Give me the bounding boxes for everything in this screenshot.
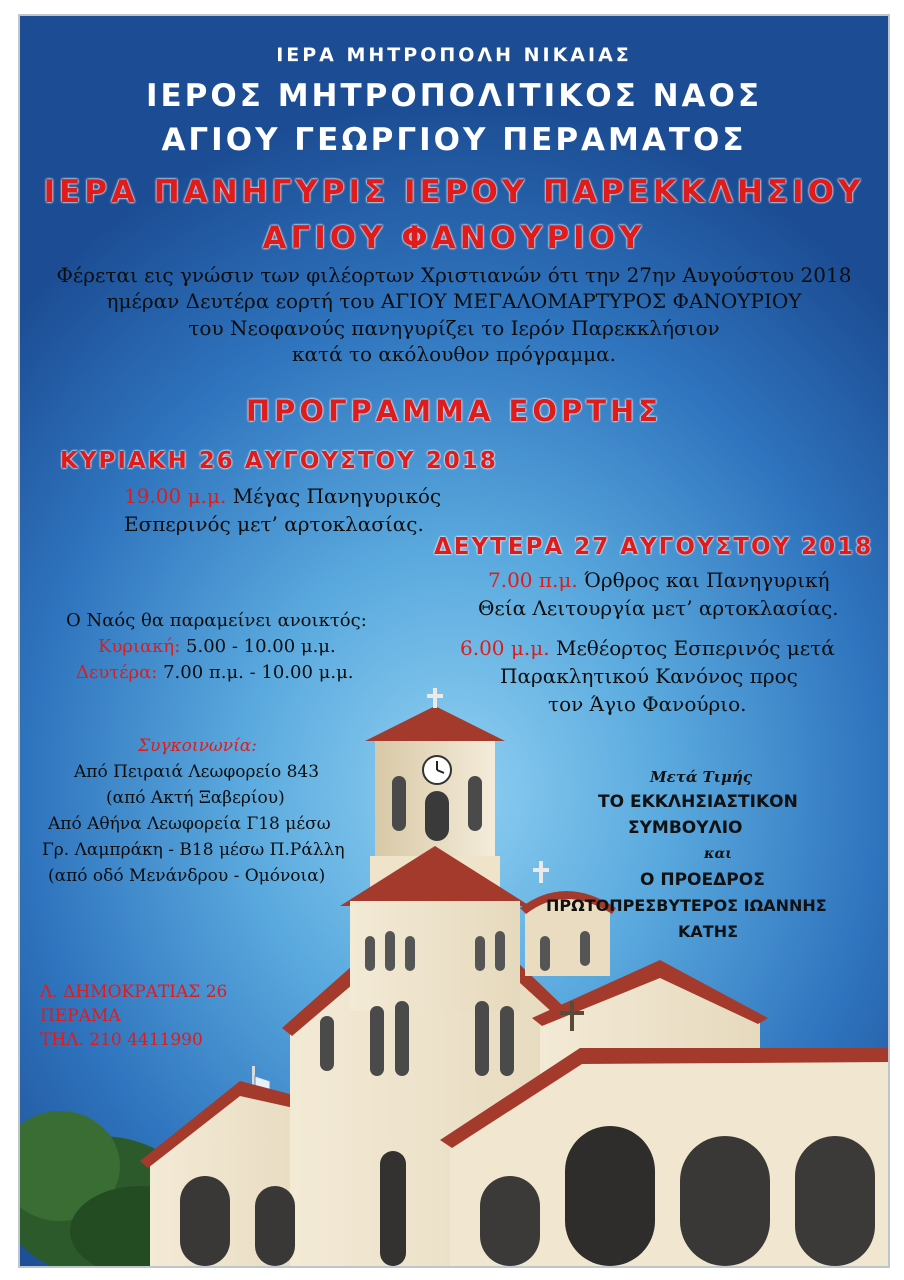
opening-sunday (98, 636, 336, 657)
poster (18, 14, 890, 1268)
signature-council-1: ΤΟ ΕΚΚΛΗΣΙΑΣΤΙΚΟΝ (598, 792, 798, 812)
signature-name-1: ΠΡΩΤΟΠΡΕΣΒΥΤΕΡΟΣ ΙΩΑΝΝΗΣ (546, 896, 827, 915)
intro-line-2: ημέραν Δευτέρα εορτή του ΑΓΙΟΥ ΜΕΓΑΛΟΜΑΡΤΥΡΟΣ ΦΑΝΟΥΡΙΟΥ (106, 289, 802, 313)
transport-title: Συγκοινωνία: (138, 736, 257, 756)
opening-monday-hours: 7.00 π.μ. - 10.00 μ.μ. (163, 662, 354, 683)
signature-greeting: Μετά Τιμής (650, 768, 753, 786)
monday-vespers-line (460, 636, 835, 660)
metropolis-name: ΙΕΡΑ ΜΗΤΡΟΠΟΛΗ ΝΙΚΑΙΑΣ (276, 44, 632, 66)
opening-intro: Ο Ναός θα παραμείνει ανοικτός: (66, 610, 367, 631)
sunday-vespers-line (124, 484, 441, 508)
monday-desc-2a: Μεθέορτος Εσπερινός μετά (555, 636, 835, 660)
signature-president: Ο ΠΡΟΕΔΡΟΣ (640, 870, 765, 890)
signature-and: και (704, 846, 733, 862)
program-title: ΠΡΟΓΡΑΜΜΑ ΕΟΡΤΗΣ (245, 394, 663, 428)
address-phone: ΤΗΛ. 210 4411990 (40, 1030, 203, 1050)
opening-sunday-label: Κυριακή: (98, 636, 181, 657)
intro-line-4: κατά το ακόλουθον πρόγραμμα. (292, 342, 616, 366)
cathedral-location: ΑΓΙΟΥ ΓΕΩΡΓΙΟΥ ΠΕΡΑΜΑΤΟΣ (161, 122, 747, 158)
transport-line-1: Από Πειραιά Λεωφορείο 843 (74, 762, 320, 782)
intro-line-1: Φέρεται εις γνώσιν των φιλέορτων Χριστιανών ότι την 27ην Αυγούστου 2018 (56, 263, 852, 287)
sunday-heading: ΚΥΡΙΑΚΗ 26 ΑΥΓΟΥΣΤΟΥ 2018 (60, 448, 498, 474)
monday-time-1: 7.00 π.μ. (488, 568, 578, 592)
monday-heading: ΔΕΥΤΕΡΑ 27 ΑΥΓΟΥΣΤΟΥ 2018 (434, 534, 874, 560)
signature-name-2: ΚΑΤΗΣ (678, 922, 739, 941)
monday-desc-2b: Παρακλητικού Κανόνος προς (500, 664, 798, 688)
monday-desc-1a: Όρθρος και Πανηγυρική (584, 568, 830, 592)
transport-line-5: (από οδό Μενάνδρου - Ομόνοια) (48, 866, 326, 886)
festival-title: ΙΕΡΑ ΠΑΝΗΓΥΡΙΣ ΙΕΡΟΥ ΠΑΡΕΚΚΛΗΣΙΟΥ (43, 174, 865, 210)
sunday-time: 19.00 μ.μ. (124, 484, 227, 508)
sunday-desc-1: Μέγας Πανηγυρικός (232, 484, 442, 508)
opening-monday (76, 662, 353, 683)
transport-line-2: (από Ακτή Ξαβερίου) (106, 788, 285, 808)
monday-desc-1b: Θεία Λειτουργία μετ’ αρτοκλασίας. (478, 596, 839, 620)
address-city: ΠΕΡΑΜΑ (40, 1006, 121, 1026)
monday-time-2: 6.00 μ.μ. (460, 636, 550, 660)
monday-desc-2c: τον Άγιο Φανούριο. (548, 692, 747, 716)
sunday-desc-2: Εσπερινός μετ’ αρτοκλασίας. (124, 512, 424, 536)
cathedral-name: ΙΕΡΟΣ ΜΗΤΡΟΠΟΛΙΤΙΚΟΣ ΝΑΟΣ (145, 78, 763, 114)
opening-monday-label: Δευτέρα: (76, 662, 158, 683)
transport-line-4: Γρ. Λαμπράκη - Β18 μέσω Π.Ράλλη (42, 840, 345, 860)
address-street: Λ. ΔΗΜΟΚΡΑΤΙΑΣ 26 (40, 982, 228, 1002)
saint-name: ΑΓΙΟΥ ΦΑΝΟΥΡΙΟΥ (262, 220, 646, 256)
opening-sunday-hours: 5.00 - 10.00 μ.μ. (186, 636, 336, 657)
intro-line-3: του Νεοφανούς πανηγυρίζει το Ιερόν Παρεκκλήσιον (188, 316, 720, 340)
monday-matins-line (488, 568, 829, 592)
transport-line-3: Από Αθήνα Λεωφορεία Γ18 μέσω (48, 814, 331, 834)
signature-council-2: ΣΥΜΒΟΥΛΙΟ (628, 818, 743, 838)
